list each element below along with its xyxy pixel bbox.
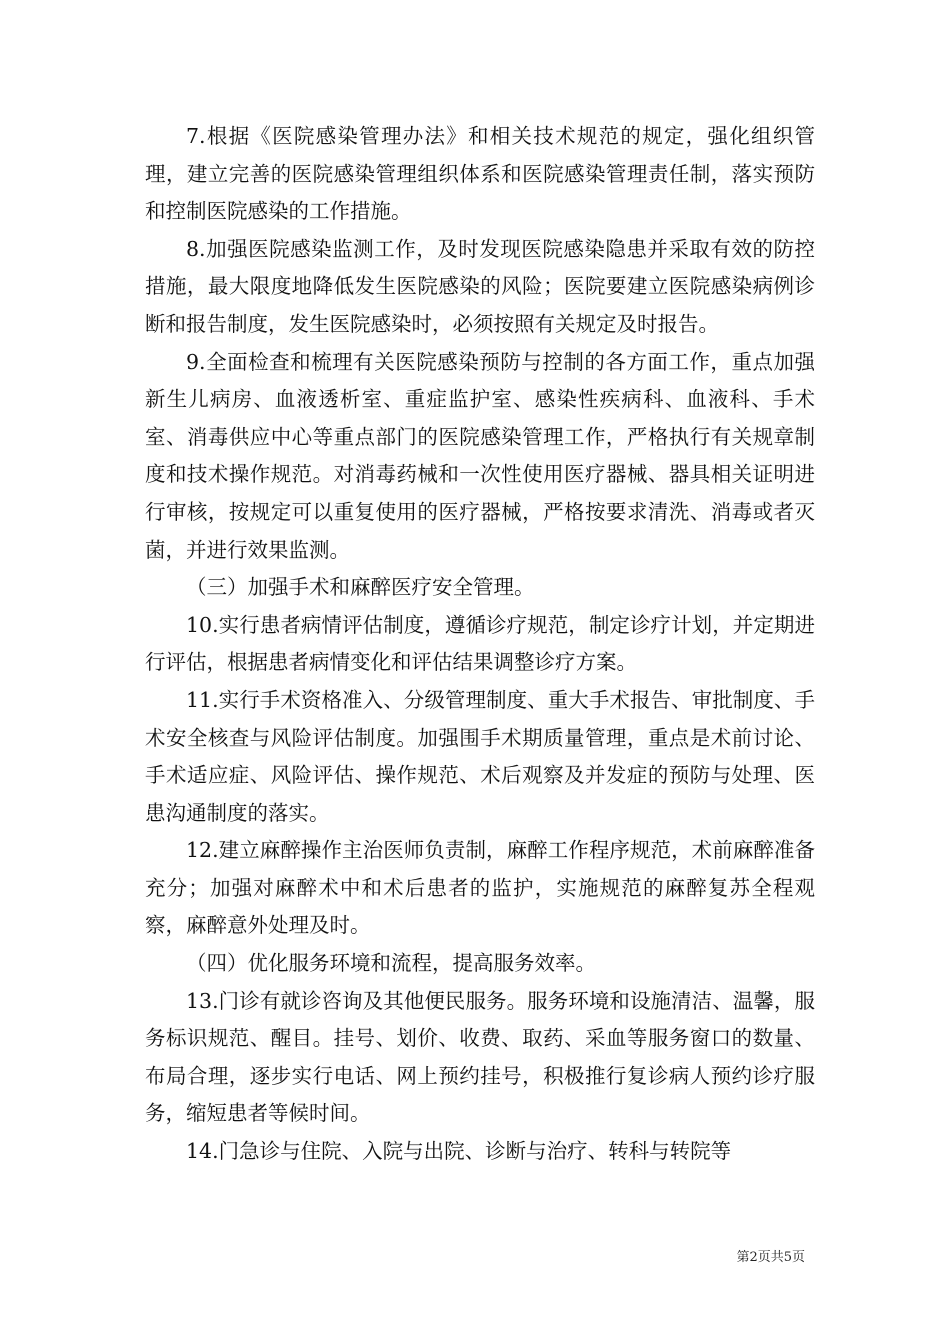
paragraph-12: 12.建立麻醉操作主治医师负责制，麻醉工作程序规范，术前麻醉准备充分；加强对麻醉术中和术后患者的监护，实施规范的麻醉复苏全程观察，麻醉意外处理及时。 [145, 838, 815, 938]
section-heading-4: （四）优化服务环境和流程，提高服务效率。 [186, 951, 596, 976]
paragraph-14: 14.门急诊与住院、入院与出院、诊断与治疗、转科与转院等 [186, 1139, 732, 1164]
section-heading-3: （三）加强手术和麻醉医疗安全管理。 [186, 575, 535, 600]
page-number: 第2页共5页 [736, 1250, 805, 1265]
paragraph-8: 8.加强医院感染监测工作，及时发现医院感染隐患并采取有效的防控措施，最大限度地降低发生医院感染的风险；医院要建立医院感染病例诊断和报告制度，发生医院感染时，必须按照有关规定及时报告。 [145, 236, 815, 336]
paragraph-11: 11.实行手术资格准入、分级管理制度、重大手术报告、审批制度、手术安全核查与风险评估制度。加强围手术期质量管理，重点是术前讨论、手术适应症、风险评估、操作规范、术后观察及并发症的预防与处理、医患沟通制度的落实。 [145, 687, 815, 825]
paragraph-10: 10.实行患者病情评估制度，遵循诊疗规范，制定诊疗计划，并定期进行评估，根据患者病情变化和评估结果调整诊疗方案。 [145, 612, 815, 675]
paragraph-9: 9.全面检查和梳理有关医院感染预防与控制的各方面工作，重点加强新生儿病房、血液透析室、重症监护室、感染性疾病科、血液科、手术室、消毒供应中心等重点部门的医院感染管理工作，严格执行有关规章制度和技术操作规范。对消毒药械和一次性使用医疗器械、器具相关证明进行审核，按规定可以重复使用的医疗器械，严格按要求清洗、消毒或者灭菌，并进行效果监测。 [145, 349, 815, 562]
paragraph-13: 13.门诊有就诊咨询及其他便民服务。服务环境和设施清洁、温馨，服务标识规范、醒目。挂号、划价、收费、取药、采血等服务窗口的数量、布局合理，逐步实行电话、网上预约挂号，积极推行复诊病人预约诊疗服务，缩短患者等候时间。 [145, 988, 815, 1126]
paragraph-7: 7.根据《医院感染管理办法》和相关技术规范的规定，强化组织管理，建立完善的医院感染管理组织体系和医院感染管理责任制，落实预防和控制医院感染的工作措施。 [145, 124, 815, 224]
document-body [145, 118, 815, 1171]
